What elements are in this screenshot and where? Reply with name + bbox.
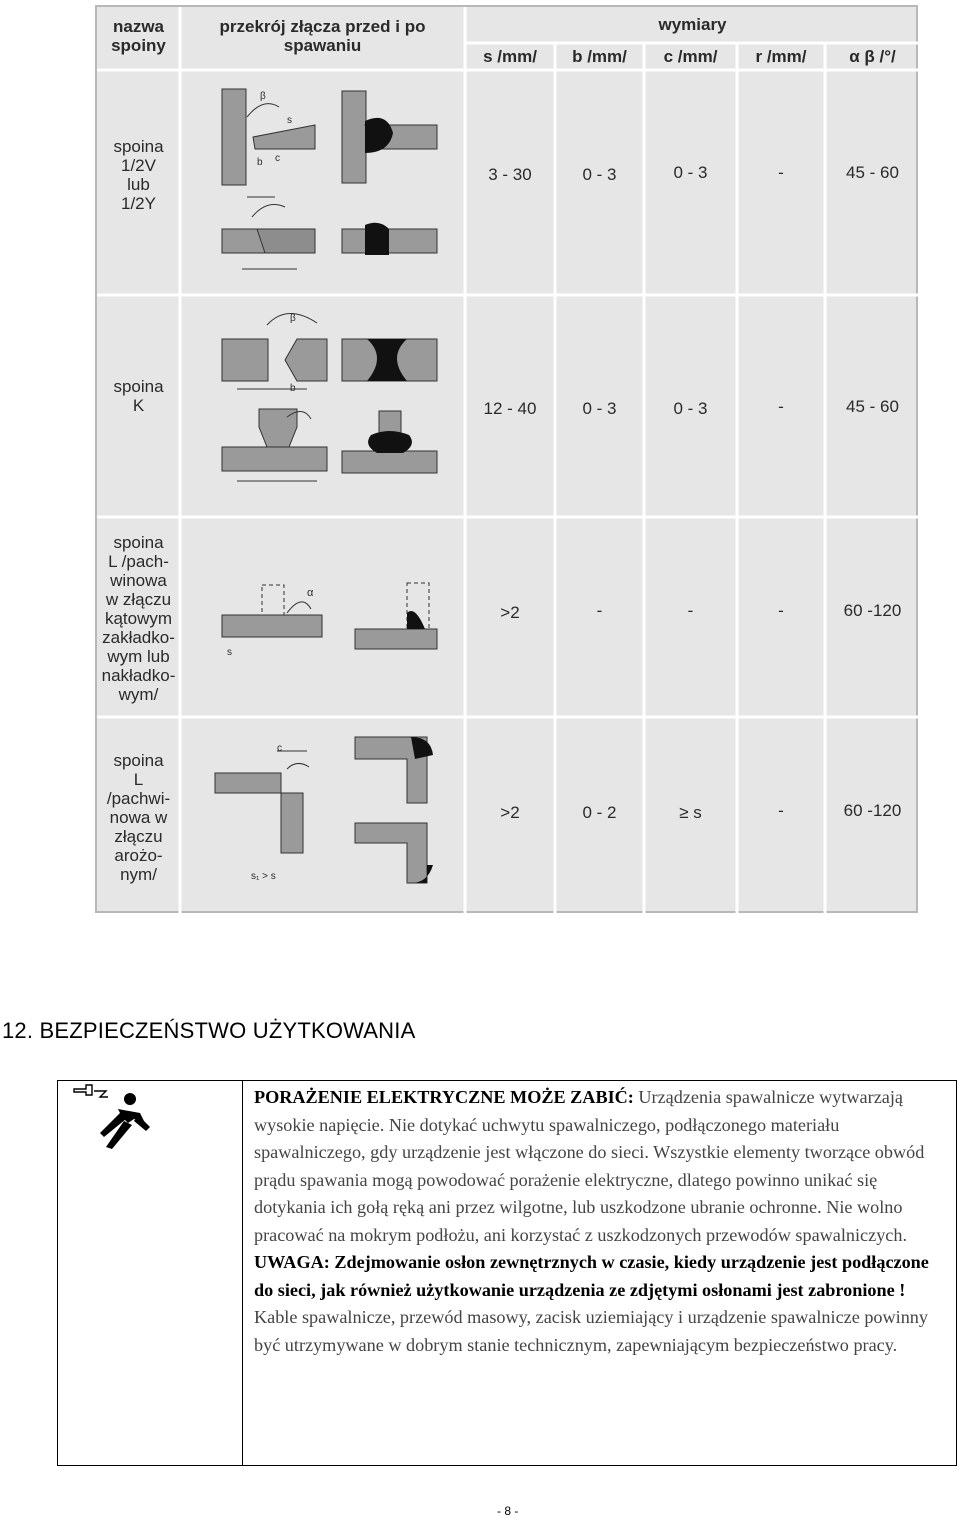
- r1-c: 0 - 3: [673, 163, 708, 182]
- r2-r: -: [778, 397, 784, 416]
- r2-c: 0 - 3: [673, 399, 708, 418]
- table-grid: [97, 7, 920, 915]
- r4-b: 0 - 2: [582, 803, 617, 822]
- header-cross-section: przekrój złącza przed i po spawaniu: [219, 17, 426, 55]
- label-beta-1: β: [260, 91, 266, 102]
- warning-body-1: Urządzenia spawalnicze wytwarzają wysokie napięcie. Nie dotykać uchwytu spawalniczego, podłączonego materiału spawalniczego, gdy urządzenie jest włączone do sieci. Wszystkie elementy tworzące obwód prądu spawania mogą powodować porażenie elektryczne, dlatego powinno unikać się dotykania ich gołą ręką ani przez wilgotne, lub uszkodzone ubranie ochronne. Nie wolno pracować na mokrym podłożu, ani korzystać z uszkodzonych przewodów spawalniczych.: [254, 1087, 925, 1245]
- r3-c: -: [687, 601, 694, 620]
- r2-s: 12 - 40: [483, 399, 537, 418]
- r4-r: -: [778, 801, 784, 820]
- row-name-fillet-corner: spoina L /pachwi- nowa w złączu arożo- nym/: [106, 751, 171, 884]
- page-number: - 8 -: [497, 1504, 519, 1518]
- r1-s: 3 - 30: [488, 165, 532, 184]
- label-b-2: b: [290, 383, 296, 394]
- warning-paragraph-1: [254, 1084, 950, 1249]
- col-r: r /mm/: [755, 47, 807, 66]
- header-dimensions: wymiary: [658, 15, 727, 34]
- col-angle: α β /°/: [849, 47, 896, 66]
- r2-b: 0 - 3: [582, 399, 617, 418]
- warning-heading: PORAŻENIE ELEKTRYCZNE MOŻE ZABIĆ:: [254, 1087, 634, 1107]
- header-weld-name: nazwa spoiny: [111, 17, 166, 55]
- r1-angle: 45 - 60: [846, 163, 899, 182]
- r4-c: ≥ s: [679, 803, 702, 822]
- row-name-k: spoina K: [113, 377, 164, 415]
- label-b-1: b: [257, 157, 263, 168]
- column-divider: [242, 1081, 243, 1465]
- row-name-half-v: spoina 1/2V lub 1/2Y: [113, 137, 164, 213]
- col-s: s /mm/: [483, 47, 537, 66]
- label-s-3: s: [227, 647, 232, 658]
- warning-text: [254, 1084, 950, 1359]
- r3-b: -: [596, 601, 603, 620]
- sketch-corner-joint: [215, 737, 433, 883]
- col-c: c /mm/: [663, 47, 718, 66]
- label-s1-gt-s: s₁ > s: [251, 871, 276, 882]
- col-b: b /mm/: [572, 47, 627, 66]
- row-name-fillet-lap: spoina L /pach- winowa w złączu kątowym zakładko- wym lub nakładko- wym/: [101, 533, 176, 704]
- label-c-4: c: [277, 743, 282, 754]
- r4-s: >2: [500, 803, 520, 822]
- sketch-k-joint: [222, 313, 437, 481]
- r3-angle: 60 -120: [843, 601, 902, 620]
- safety-warning-box: [57, 1080, 957, 1466]
- warning-caution: UWAGA: Zdejmowanie osłon zewnętrznych w czasie, kiedy urządzenie jest podłączone do sieci, jak również użytkowanie urządzenia ze zdjętymi osłonami jest zabronione !: [254, 1252, 929, 1300]
- r3-s: >2: [500, 603, 520, 622]
- warning-paragraph-3: Kable spawalnicze, przewód masowy, zacisk uziemiający i urządzenie spawalnicze powinny być utrzymywane w dobrym stanie technicznym, zapewniającym bezpieczeństwo pracy.: [254, 1307, 928, 1355]
- sketch-half-v: [222, 89, 437, 269]
- r1-r: -: [778, 163, 784, 182]
- warning-paragraph-2: [254, 1249, 950, 1304]
- electric-shock-icon: [72, 1083, 152, 1153]
- label-alpha: α: [307, 587, 314, 599]
- sketch-fillet-lap: [222, 583, 437, 649]
- r3-r: -: [778, 601, 784, 620]
- label-beta-2: β: [290, 313, 296, 324]
- r4-angle: 60 -120: [843, 801, 902, 820]
- section-title: 12. BEZPIECZEŃSTWO UŻYTKOWANIA: [2, 1018, 416, 1043]
- r2-angle: 45 - 60: [846, 397, 899, 416]
- weld-joint-table-scan: [95, 5, 918, 913]
- r1-b: 0 - 3: [582, 165, 617, 184]
- label-c-1: c: [275, 153, 280, 164]
- label-s-1: s: [287, 115, 292, 126]
